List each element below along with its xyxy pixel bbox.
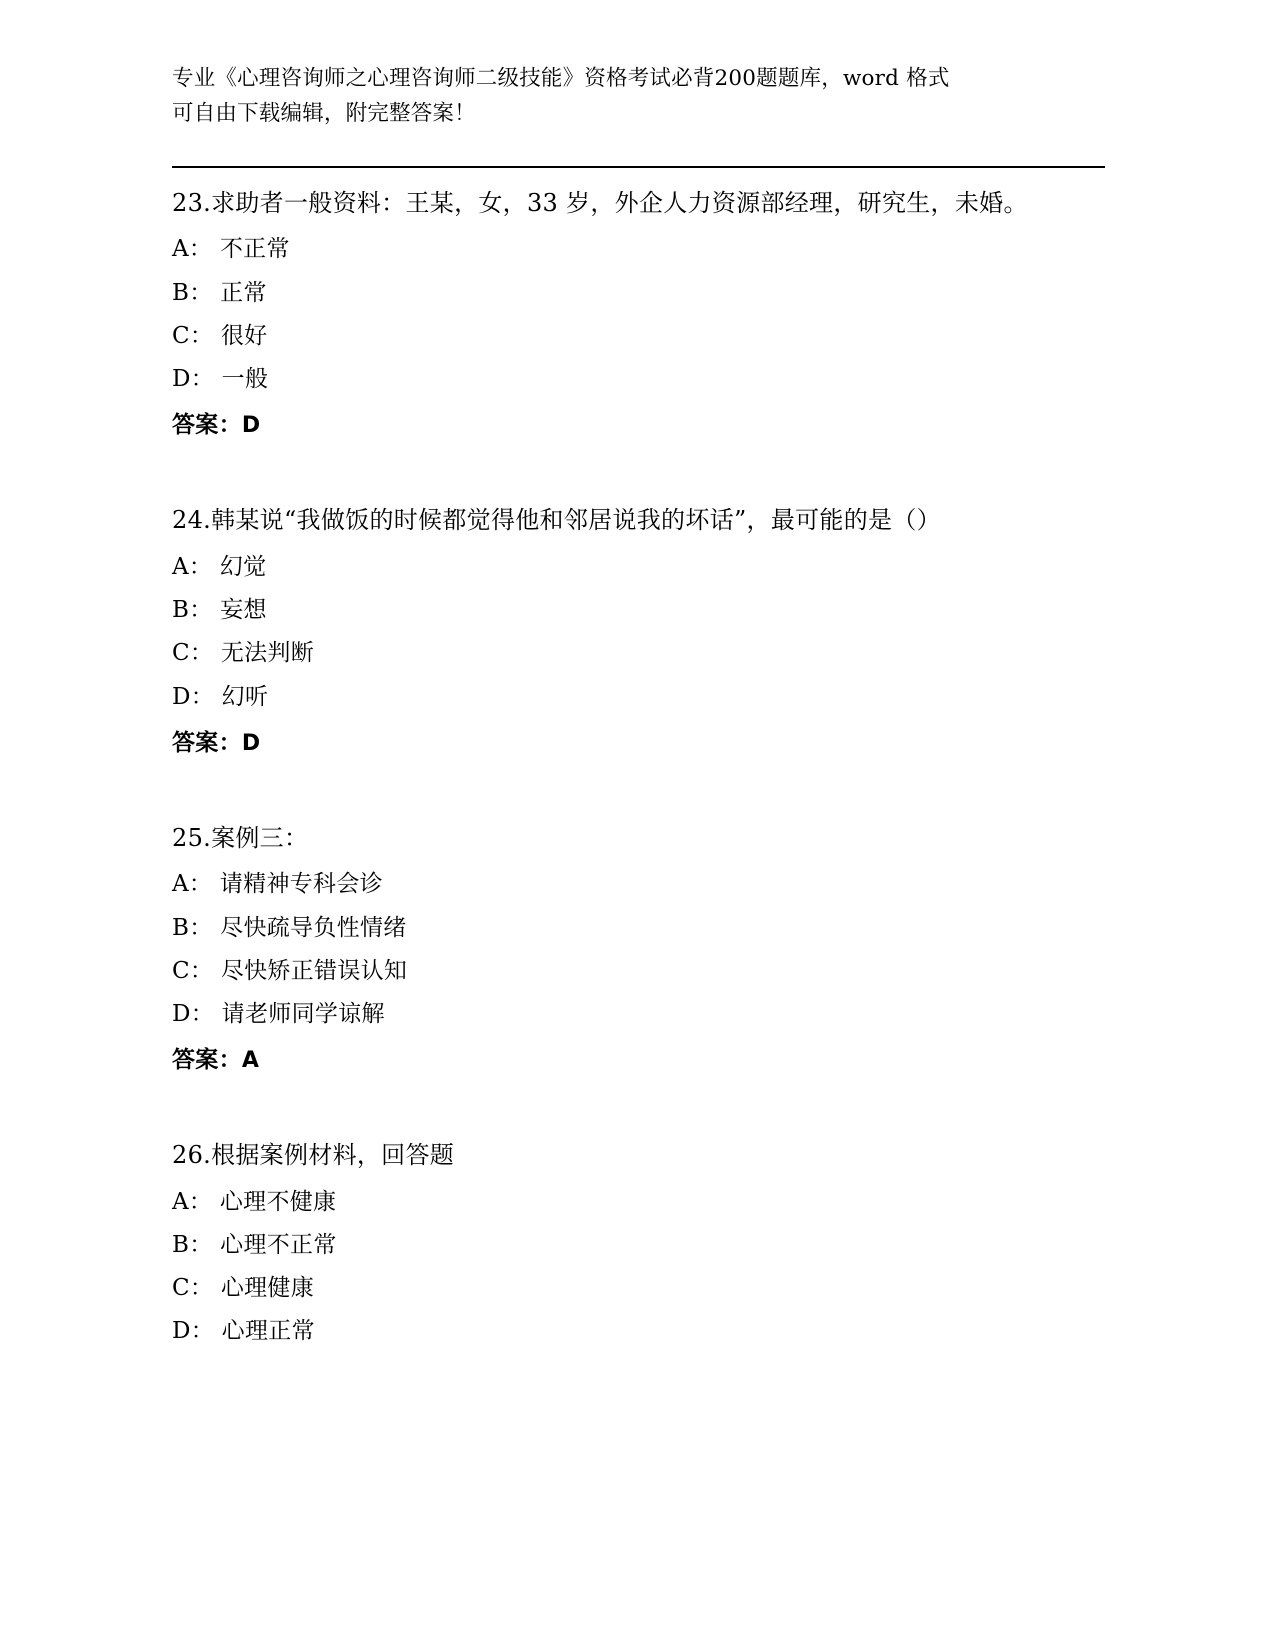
answer-label: 答案：	[172, 1046, 242, 1074]
answer-value: A	[241, 1048, 260, 1074]
question-item	[172, 499, 1105, 764]
option-letter: C：	[172, 322, 214, 349]
option-text: 尽快矫正错误认知	[220, 957, 408, 984]
question-number: 23.	[172, 188, 212, 217]
option-text: 请精神专科会诊	[219, 871, 383, 898]
option-text: 请老师同学谅解	[221, 1000, 385, 1027]
option-letter: C：	[172, 957, 214, 984]
answer-label: 答案：	[172, 728, 242, 756]
question-item	[172, 1134, 1105, 1354]
option-text: 妄想	[220, 597, 267, 624]
option-letter: D：	[172, 1318, 215, 1345]
question-text	[172, 817, 1105, 860]
option-text: 幻觉	[219, 553, 267, 580]
question-number: 24.	[172, 506, 212, 535]
question-number: 26.	[172, 1141, 212, 1170]
option-letter: D：	[172, 366, 215, 393]
question-text	[172, 1134, 1105, 1177]
answer-line	[172, 1038, 1105, 1082]
option-text: 心理正常	[221, 1318, 315, 1345]
document-header	[172, 62, 1105, 132]
option-letter: A：	[172, 553, 213, 580]
option-a	[172, 863, 1105, 906]
header-divider	[172, 166, 1105, 168]
option-text: 不正常	[219, 236, 290, 263]
option-d	[172, 676, 1105, 719]
option-c	[172, 632, 1105, 675]
answer-value: D	[241, 413, 261, 439]
option-text: 心理不正常	[220, 1231, 337, 1258]
option-letter: A：	[172, 1188, 213, 1215]
option-c	[172, 315, 1105, 358]
option-b	[172, 907, 1105, 950]
option-a	[172, 546, 1105, 589]
option-d	[172, 358, 1105, 401]
option-a	[172, 228, 1105, 271]
answer-label: 答案：	[172, 411, 242, 439]
option-letter: B：	[172, 597, 213, 624]
question-item	[172, 182, 1105, 447]
answer-value: D	[241, 730, 261, 756]
option-letter: A：	[172, 236, 213, 263]
option-text: 尽快疏导负性情绪	[220, 914, 407, 941]
option-letter: C：	[172, 640, 214, 667]
question-number: 25.	[172, 823, 212, 852]
question-body: 韩某说“我做饭的时候都觉得他和邻居说我的坏话”，最可能的是（）	[211, 506, 941, 535]
option-a	[172, 1181, 1105, 1224]
option-letter: B：	[172, 1231, 213, 1258]
option-letter: C：	[172, 1275, 214, 1302]
question-text	[172, 182, 1105, 225]
option-c	[172, 950, 1105, 993]
question-body: 求助者一般资料：王某，女，33 岁，外企人力资源部经理，研究生，未婚。	[211, 188, 1028, 217]
question-body: 案例三：	[211, 823, 309, 852]
question-body: 根据案例材料，回答题	[211, 1141, 455, 1170]
answer-line	[172, 403, 1105, 447]
header-line-1: 专业《心理咨询师之心理咨询师二级技能》资格考试必背200题题库，word 格式	[172, 66, 950, 91]
option-b	[172, 272, 1105, 315]
option-b	[172, 1224, 1105, 1267]
option-letter: D：	[172, 683, 215, 710]
question-item	[172, 817, 1105, 1082]
header-line-2: 可自由下载编辑，附完整答案！	[172, 100, 476, 126]
option-letter: B：	[172, 279, 213, 306]
option-text: 心理健康	[220, 1275, 315, 1302]
option-d	[172, 993, 1105, 1036]
option-letter: A：	[172, 871, 213, 898]
question-text	[172, 499, 1105, 542]
option-text: 正常	[220, 279, 267, 306]
option-letter: B：	[172, 914, 213, 941]
option-c	[172, 1267, 1105, 1310]
option-text: 幻听	[221, 683, 269, 710]
option-d	[172, 1310, 1105, 1353]
option-b	[172, 589, 1105, 632]
option-text: 心理不健康	[219, 1188, 337, 1215]
option-letter: D：	[172, 1000, 215, 1027]
question-list	[172, 182, 1105, 1354]
option-text: 一般	[221, 366, 269, 393]
option-text: 很好	[220, 322, 268, 349]
option-text: 无法判断	[220, 640, 315, 667]
answer-line	[172, 721, 1105, 765]
